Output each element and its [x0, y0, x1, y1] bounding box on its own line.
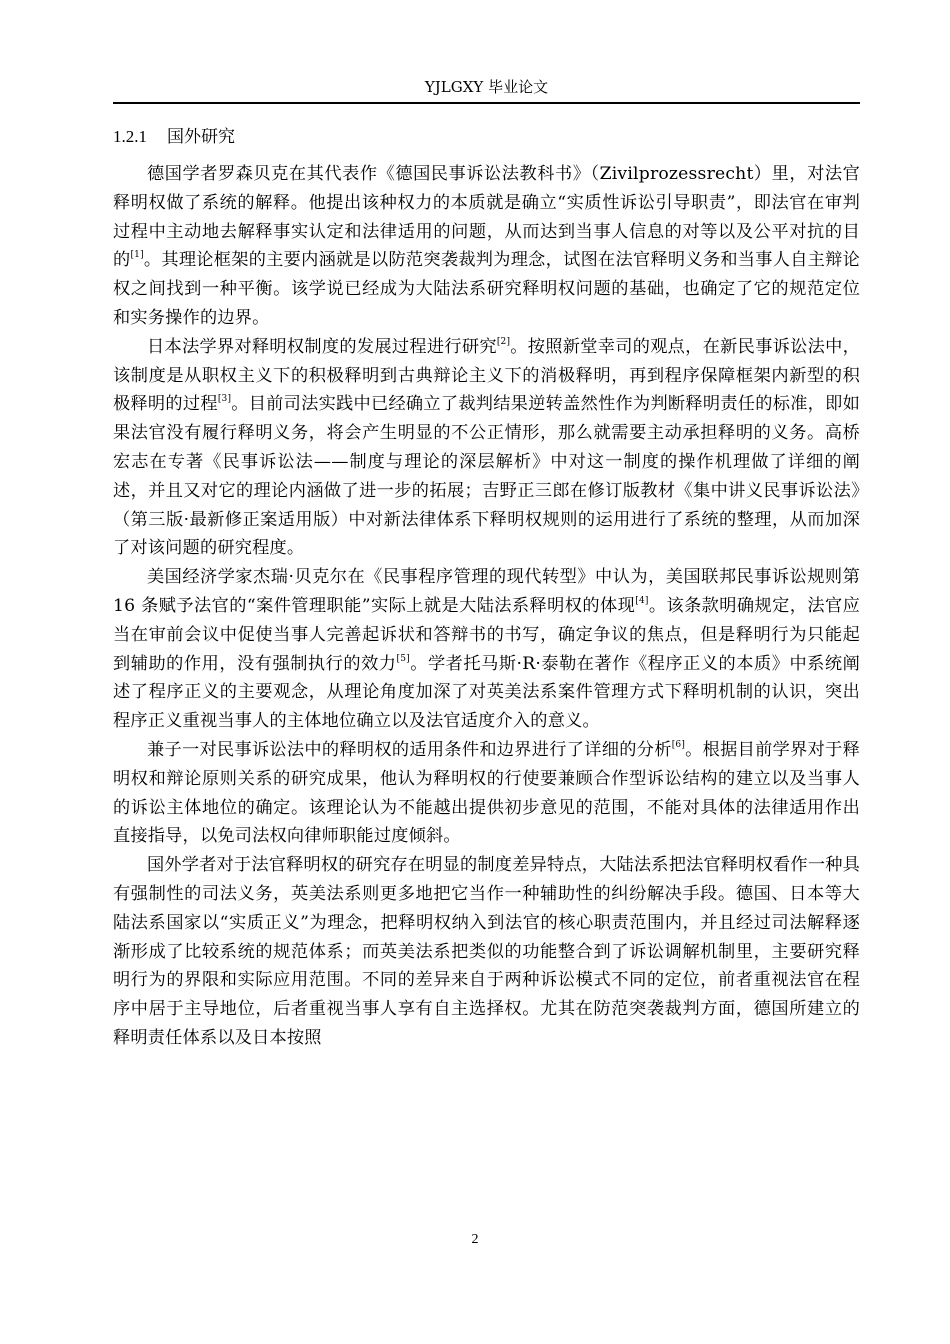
section-heading: [113, 122, 235, 147]
paragraph-text: 德国学者罗森贝克在其代表作《德国民事诉讼法教科书》（Zivilprozessrecht）里，对法官释明权做了系统的解释。他提出该种权力的本质就是确立“实质性诉讼引导职责”，即法官在审判过程中主动地去解释事实认定和法律适用的问题，从而达到当事人信息的对等以及公平对抗的目的: [113, 164, 860, 271]
citation-ref: [4]: [635, 595, 649, 606]
body-paragraph: [113, 736, 860, 851]
section-title: 国外研究: [167, 127, 235, 147]
paragraph-text: 。根据目前学界对于释明权和辩论原则关系的研究成果，他认为释明权的行使要兼顾合作型诉讼结构的建立以及当事人的诉讼主体地位的确定。该理论认为不能越出提供初步意见的范围，不能对具体的法律适用作出直接指导，以免司法权向律师职能过度倾斜。: [113, 739, 860, 847]
body-text: [113, 160, 860, 1053]
paragraph-text: 国外学者对于法官释明权的研究存在明显的制度差异特点，大陆法系把法官释明权看作一种具有强制性的司法义务，英美法系则更多地把它当作一种辅助性的纠纷解决手段。德国、日本等大陆法系国家以“实质正义”为理念，把释明权纳入到法官的核心职责范围内，并且经过司法解释逐渐形成了比较系统的规范体系；而英美法系把类似的功能整合到了诉讼调解机制里，主要研究释明行为的界限和实际应用范围。不同的差异来自于两种诉讼模式不同的定位，前者重视法官在程序中居于主导地位，后者重视当事人享有自主选择权。尤其在防范突袭裁判方面，德国所建立的释明责任体系以及日本按照: [113, 855, 860, 1048]
citation-ref: [6]: [671, 739, 686, 750]
citation-ref: [3]: [217, 394, 232, 405]
body-paragraph: [113, 333, 860, 563]
body-paragraph: [113, 851, 860, 1053]
paragraph-text: 。其理论框架的主要内涵就是以防范突袭裁判为理念，试图在法官释明义务和当事人自主辩论权之间找到一种平衡。该学说已经成为大陆法系研究释明权问题的基础，也确定了它的规范定位和实务操作的边界。: [113, 250, 860, 328]
paragraph-text: 。目前司法实践中已经确立了裁判结果逆转盖然性作为判断释明责任的标准，即如果法官没有履行释明义务，将会产生明显的不公正情形，那么就需要主动承担释明的义务。高桥宏志在专著《民事诉讼法——制度与理论的深层解析》中对这一制度的操作机理做了详细的阐述，并且又对它的理论内涵做了进一步的拓展；吉野正三郎在修订版教材《集中讲义民事诉讼法》（第三版·最新修正案适用版）中对新法律体系下释明权规则的运用进行了系统的整理，从而加深了对该问题的研究程度。: [113, 394, 860, 559]
header-title: YJLGXY 毕业论文: [424, 78, 549, 96]
paragraph-text: 美国经济学家杰瑞·贝克尔在《民事程序管理的现代转型》中认为，美国联邦民事诉讼规则第 16 条赋予法官的“案件管理职能”实际上就是大陆法系释明权的体现: [113, 567, 860, 616]
citation-ref: [5]: [396, 653, 410, 664]
citation-ref: [1]: [130, 250, 144, 261]
section-number: 1.2.1: [113, 127, 147, 146]
body-paragraph: [113, 160, 860, 333]
paragraph-text: 兼子一对民事诉讼法中的释明权的适用条件和边界进行了详细的分析: [147, 739, 672, 760]
page-header: [113, 72, 860, 104]
page-number: 2: [471, 1232, 479, 1247]
citation-ref: [2]: [496, 336, 511, 347]
paragraph-text: 。学者托马斯·R·泰勒在著作《程序正义的本质》中系统阐述了程序正义的主要观念，从理论角度加深了对英美法系案件管理方式下释明机制的认识，突出程序正义重视当事人的主体地位确立以及法官适度介入的意义。: [113, 653, 860, 732]
paragraph-text: 。该条款明确规定，法官应当在审前会议中促使当事人完善起诉状和答辩书的书写，确定争议的焦点，但是释明行为只能起到辅助的作用，没有强制执行的效力: [113, 595, 861, 674]
body-paragraph: [113, 563, 860, 736]
paragraph-text: 日本法学界对释明权制度的发展过程进行研究: [147, 336, 497, 357]
paragraph-text: 。按照新堂幸司的观点，在新民事诉讼法中，该制度是从职权主义下的积极释明到古典辩论主义下的消极释明，再到程序保障框架内新型的积极释明的过程: [113, 336, 860, 415]
